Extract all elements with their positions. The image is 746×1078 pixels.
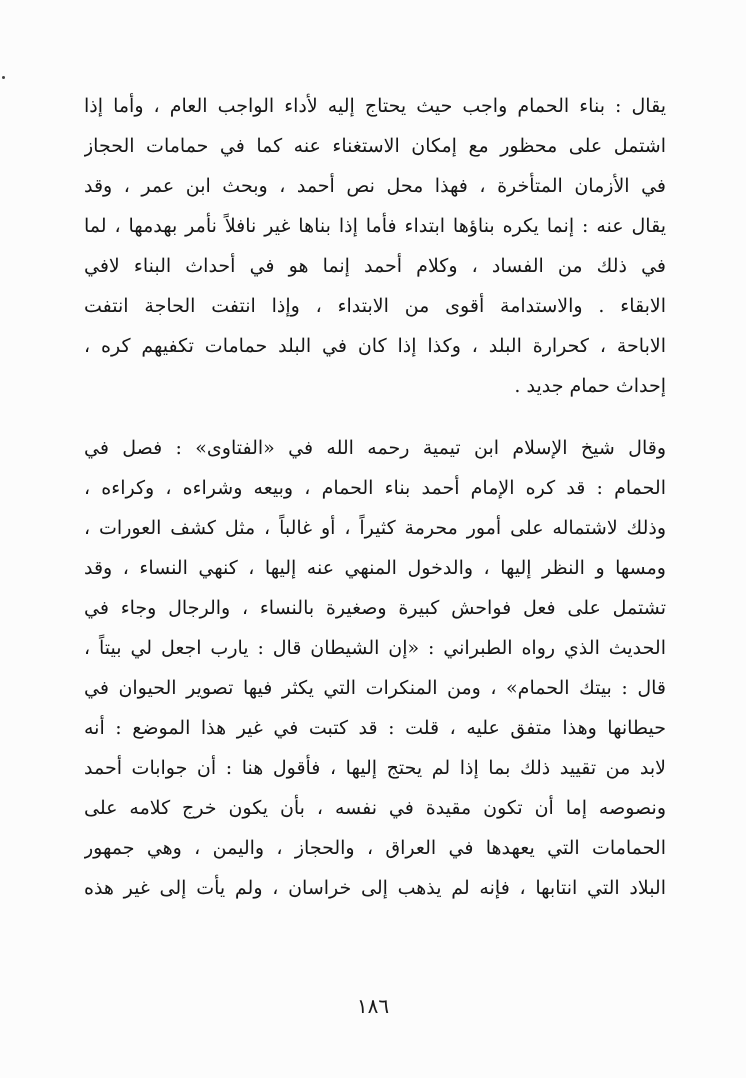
text-line: وذلك لاشتماله على أمور محرمة كثيراً ، أو غالباً ، مثل كشف العورات ، xyxy=(84,517,666,539)
text-line: يقال : بناء الحمام واجب حيث يحتاج إليه لأداء الواجب العام ، وأما إذا xyxy=(84,95,666,117)
text-line: اشتمل على محظور مع إمكان الاستغناء عنه كما في حمامات الحجاز xyxy=(84,135,666,157)
text-line: حيطانها وهذا متفق عليه ، قلت : قد كتبت في غير هذا الموضع : أنه xyxy=(84,717,666,739)
text-line: تشتمل على فعل فواحش كبيرة وصغيرة بالنساء ، والرجال وجاء في xyxy=(84,597,666,619)
text-line: الاباحة ، كحرارة البلد ، وكذا إذا كان في البلد حمامات تكفيهم كره ، xyxy=(84,335,666,357)
text-line: يقال عنه : إنما يكره بناؤها ابتداء فأما إذا بناها غير نافلاً نأمر بهدمها ، لما xyxy=(84,215,666,237)
scan-edge-mark xyxy=(2,76,5,79)
text-line: الابقاء . والاستدامة أقوى من الابتداء ، وإذا انتفت الحاجة انتفت xyxy=(84,295,666,317)
paragraph xyxy=(84,86,666,406)
text-line: لابد من تقييد ذلك بما إذا لم يحتج إليها ، فأقول هنا : أن جوابات أحمد xyxy=(84,757,666,779)
paragraph xyxy=(84,428,666,908)
body-text xyxy=(84,86,666,908)
text-line: في ذلك من الفساد ، وكلام أحمد إنما هو في أحداث البناء لافي xyxy=(84,255,666,277)
text-line: ونصوصه إما أن تكون مقيدة في نفسه ، بأن يكون خرج كلامه على xyxy=(84,797,666,819)
text-line: البلاد التي انتابها ، فإنه لم يذهب إلى خراسان ، ولم يأت إلى غير هذه xyxy=(84,877,666,899)
paragraph-gap xyxy=(84,406,666,428)
text-line: الحمامات التي يعهدها في العراق ، والحجاز ، واليمن ، وهي جمهور xyxy=(84,837,666,859)
text-line: إحداث حمام جديد . xyxy=(514,375,666,397)
text-line: الحمام : قد كره الإمام أحمد بناء الحمام ، وبيعه وشراءه ، وكراءه ، xyxy=(84,477,666,499)
text-line: وقال شيخ الإسلام ابن تيمية رحمه الله في «الفتاوى» : فصل في xyxy=(84,437,666,459)
text-line: ومسها و النظر إليها ، والدخول المنهي عنه إليها ، كنهي النساء ، وقد xyxy=(84,557,666,579)
page-number: ١٨٦ xyxy=(356,994,390,1018)
text-line: الحديث الذي رواه الطبراني : «إن الشيطان قال : يارب اجعل لي بيتاً ، xyxy=(84,637,666,659)
text-line: قال : بيتك الحمام» ، ومن المنكرات التي يكثر فيها تصوير الحيوان في xyxy=(84,677,666,699)
text-line: في الأزمان المتأخرة ، فهذا محل نص أحمد ، وبحث ابن عمر ، وقد xyxy=(84,175,666,197)
